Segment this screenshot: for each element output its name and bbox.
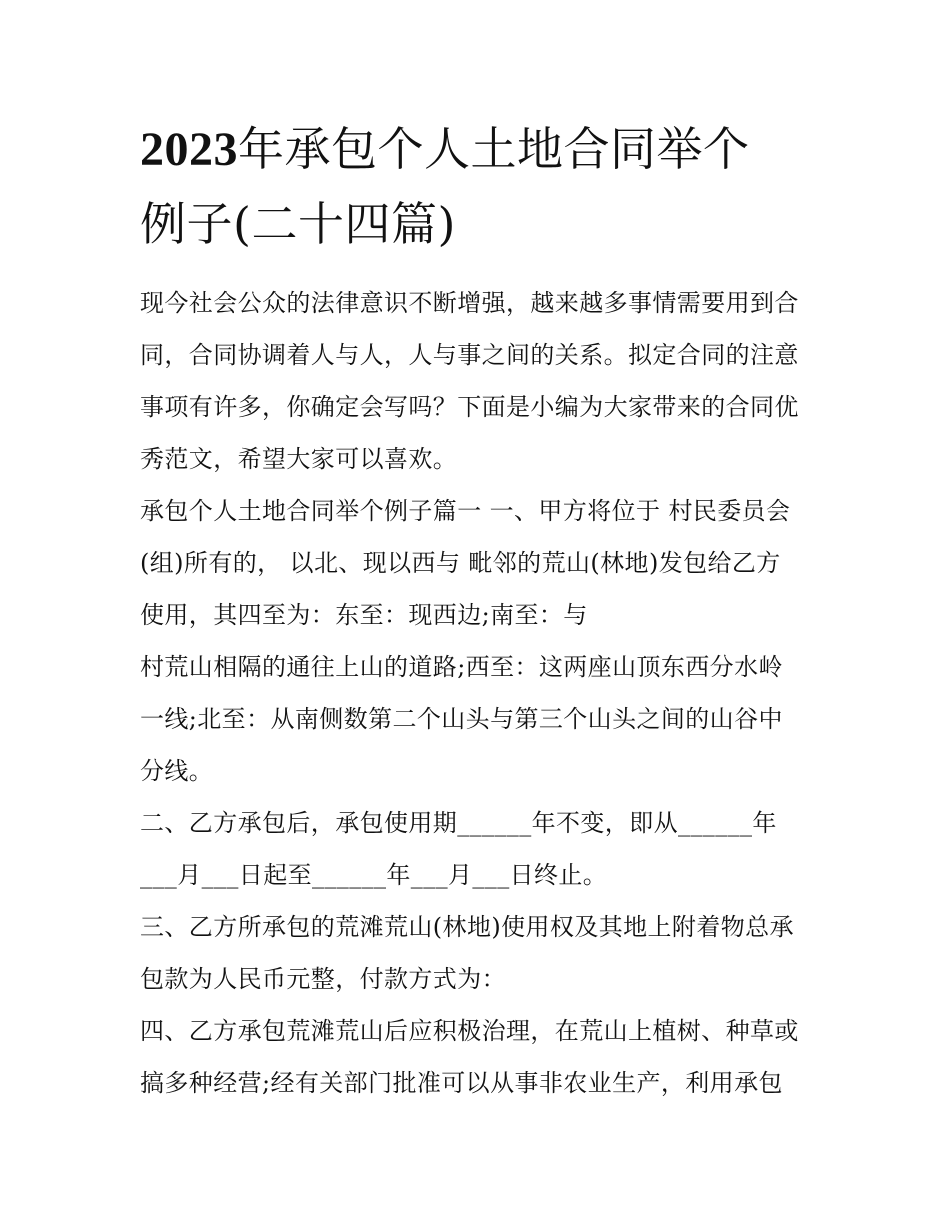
body-line: ___月___日起至______年___月___日终止。: [140, 861, 608, 889]
body-line: 一线;北至：从南侧数第二个山头与第三个山头之间的山谷中: [140, 705, 783, 733]
body-line: 现今社会公众的法律意识不断增强，越来越多事情需要用到合: [140, 289, 799, 317]
body-line: 村荒山相隔的通往上山的道路;西至：这两座山顶东西分水岭: [140, 653, 783, 681]
body-line: 四、乙方承包荒滩荒山后应积极治理，在荒山上植树、种草或: [140, 1017, 799, 1045]
body-line: 秀范文，希望大家可以喜欢。: [140, 445, 458, 473]
body-line: 使用，其四至为：东至：现西边;南至：与: [140, 601, 588, 629]
body-line: 二、乙方承包后，承包使用期______年不变，即从______年: [140, 809, 777, 837]
body-line: (组)所有的， 以北、现以西与 毗邻的荒山(林地)发包给乙方: [140, 549, 781, 577]
title-line1-text: 年承包个人土地合同举个: [238, 122, 750, 176]
body-line: 分线。: [140, 757, 214, 785]
body-line: 三、乙方所承包的荒滩荒山(林地)使用权及其地上附着物总承: [140, 913, 794, 941]
body-line: 事项有许多，你确定会写吗？下面是小编为大家带来的合同优: [140, 393, 799, 421]
body-line: 包款为人民币元整，付款方式为：: [140, 965, 506, 993]
body-line: 同，合同协调着人与人，人与事之间的关系。拟定合同的注意: [140, 341, 799, 369]
body-line: 承包个人土地合同举个例子篇一 一、甲方将位于 村民委员会: [140, 497, 791, 525]
body-line: 搞多种经营;经有关部门批准可以从事非农业生产，利用承包: [140, 1069, 783, 1097]
document-title: [140, 112, 815, 261]
document-page: [140, 112, 815, 1109]
document-body: [140, 277, 815, 1109]
title-line2-text: 例子(二十四篇): [140, 197, 456, 251]
title-year: 2023: [140, 123, 238, 176]
